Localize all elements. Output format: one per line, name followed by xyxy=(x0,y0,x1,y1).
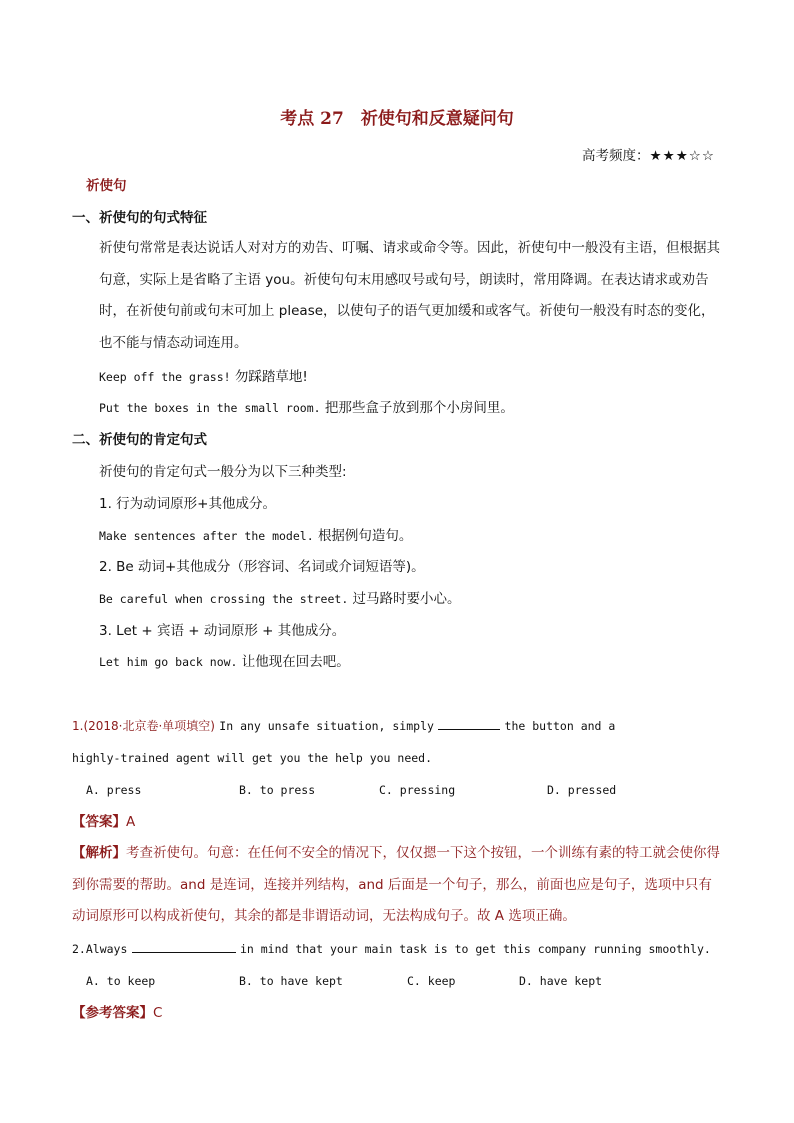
question-2-text-a: 2.Always xyxy=(72,942,128,956)
example-1 xyxy=(99,367,308,387)
question-2-option-d: D. have kept xyxy=(519,974,603,988)
type-2: 2. Be 动词+其他成分（形容词、名词或介词短语等)。 xyxy=(99,559,425,575)
paragraph-1 xyxy=(72,233,722,359)
question-1-line-1 xyxy=(72,716,615,736)
example-2-zh: 把那些盒子放到那个小房间里。 xyxy=(324,400,514,416)
question-1-option-d: D. pressed xyxy=(547,783,617,797)
type-1-example-zh: 根据例句造句。 xyxy=(317,528,413,544)
question-1-analysis xyxy=(72,838,724,933)
heading-2: 二、祈使句的肯定句式 xyxy=(72,432,207,448)
question-1-source: (2018·北京卷·单项填空) xyxy=(83,719,215,733)
analysis-label: 【解析】 xyxy=(72,845,126,861)
question-1-blank xyxy=(438,717,500,730)
paragraph-1-text: 祈使句常常是表达说话人对对方的劝告、叮嘱、请求或命令等。因此，祈使句中一般没有主语，但根据其句意，实际上是省略了主语 you。祈使句句末用感叹号或句号，朗读时，常用降调。在表达请求或劝告时，在祈使句前或句末可加上 please，以使句子的语气更加缓和或客气。祈使句一般没有时态的变化，也不能与情态动词连用。 xyxy=(99,240,720,351)
heading-1: 一、祈使句的句式特征 xyxy=(72,210,207,226)
question-2-option-b: B. to have kept xyxy=(239,974,343,988)
question-2-option-a: A. to keep xyxy=(86,974,156,988)
example-1-zh: 勿踩踏草地! xyxy=(234,369,308,385)
analysis-text: 考查祈使句。句意：在任何不安全的情况下，仅仅摁一下这个按钮，一个训练有素的特工就会使你得到你需要的帮助。and 是连词，连接并列结构，and 后面是一个句子，那么，前面也应是句子，选项中只有动词原形可以构成祈使句，其余的都是非谓语动词，无法构成句子。故 A 选项正确。 xyxy=(72,845,720,924)
exam-frequency xyxy=(582,144,715,164)
question-2-blank xyxy=(132,940,236,953)
answer-label: 【答案】 xyxy=(72,814,126,830)
frequency-stars: ★★★☆☆ xyxy=(649,148,716,164)
type-1-example xyxy=(99,526,412,546)
reference-answer-value: C xyxy=(153,1005,163,1021)
section-label: 祈使句 xyxy=(86,178,127,194)
type-3-example-en: Let him go back now. xyxy=(99,655,238,669)
question-1-answer xyxy=(72,812,135,832)
question-1-option-b: B. to press xyxy=(239,783,316,797)
example-2 xyxy=(99,398,514,418)
frequency-label: 高考频度： xyxy=(582,148,650,164)
type-1: 1. 行为动词原形+其他成分。 xyxy=(99,496,276,512)
question-1-number: 1. xyxy=(72,719,84,733)
question-1-text-b: the button and a xyxy=(504,719,616,733)
type-2-example-zh: 过马路时要小心。 xyxy=(352,591,461,607)
example-1-en: Keep off the grass! xyxy=(99,370,231,384)
question-1-line-2: highly-trained agent will get you the help you need. xyxy=(72,751,433,765)
type-3-example-zh: 让他现在回去吧。 xyxy=(241,654,350,670)
question-2-answer xyxy=(72,1003,162,1023)
type-2-example xyxy=(99,589,461,609)
type-1-example-en: Make sentences after the model. xyxy=(99,529,314,543)
type-3-example xyxy=(99,652,350,672)
question-1-text-a: In any unsafe situation, simply xyxy=(219,719,434,733)
type-3: 3. Let + 宾语 + 动词原形 + 其他成分。 xyxy=(99,623,346,639)
question-2-line xyxy=(72,939,711,959)
question-2-text-b: in mind that your main task is to get this company running smoothly. xyxy=(239,942,711,956)
page-title: 考点 27 祈使句和反意疑问句 xyxy=(280,109,514,129)
question-1-option-c: C. pressing xyxy=(379,783,456,797)
example-2-en: Put the boxes in the small room. xyxy=(99,401,321,415)
question-2-option-c: C. keep xyxy=(407,974,456,988)
question-1-option-a: A. press xyxy=(86,783,142,797)
type-2-example-en: Be careful when crossing the street. xyxy=(99,592,349,606)
answer-value: A xyxy=(126,814,136,830)
reference-answer-label: 【参考答案】 xyxy=(72,1005,153,1021)
heading-2-intro: 祈使句的肯定句式一般分为以下三种类型: xyxy=(99,464,347,480)
